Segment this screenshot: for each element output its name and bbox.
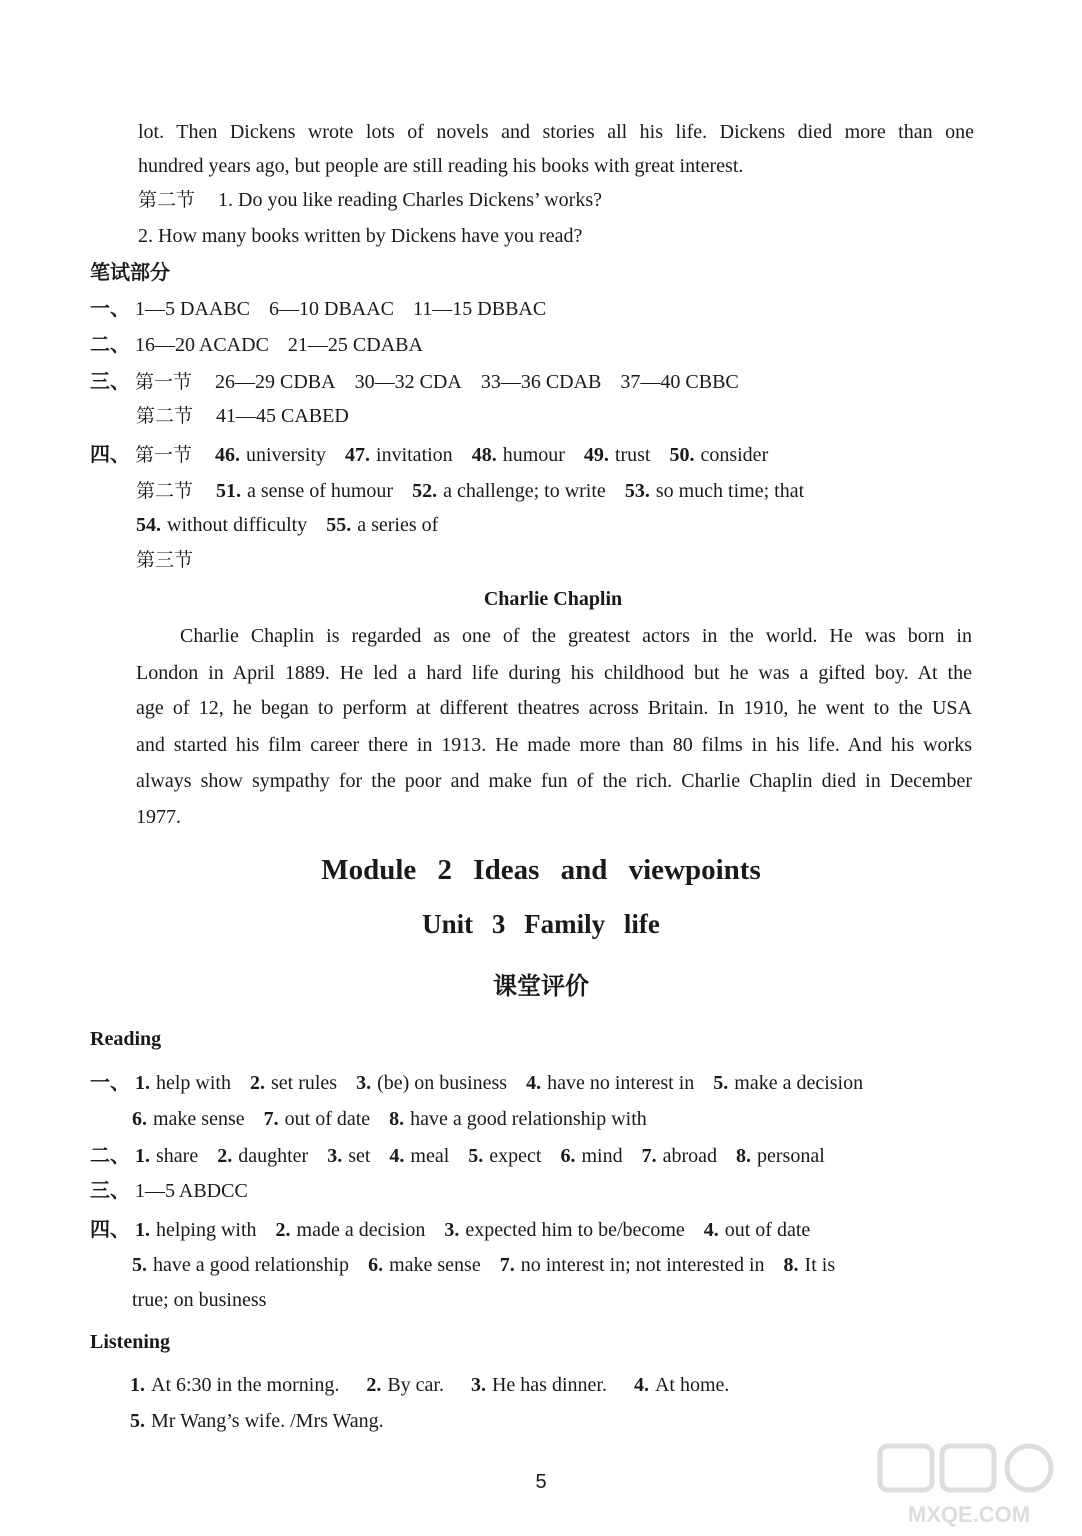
listening-line-2 — [130, 1407, 384, 1435]
item-number: 3. — [444, 1219, 460, 1241]
item-answer: make sense — [389, 1254, 481, 1276]
item-number: 1. — [130, 1374, 145, 1396]
item-number: 54. — [136, 514, 161, 536]
written-part-4-section-2-cont — [136, 511, 438, 539]
item-number: 2. — [366, 1374, 382, 1396]
part-label: 二、 — [90, 332, 130, 356]
item-number: 6. — [132, 1108, 147, 1130]
item-number: 2. — [250, 1072, 265, 1094]
part-label: 一、 — [90, 296, 130, 320]
reading-part-4-line-2 — [132, 1251, 835, 1279]
written-part-2 — [90, 330, 423, 359]
reading-part-4-line-3: true; on business — [132, 1289, 267, 1311]
essay-line-3: age of 12, he began to perform at different theatres across Britain. In 1910, he went to the USA — [136, 697, 972, 719]
written-part-1 — [90, 294, 546, 323]
reading-part-2 — [90, 1141, 825, 1170]
item-answer: By car. — [387, 1374, 444, 1396]
watermark-graphic — [874, 1440, 1064, 1530]
item-number: 1. — [135, 1072, 150, 1094]
item-answer: expected him to be/become — [465, 1219, 685, 1241]
item-answer: help with — [156, 1072, 231, 1094]
item-number: 52. — [412, 480, 438, 502]
item-answer: university — [246, 444, 327, 466]
item-number: 8. — [783, 1254, 799, 1276]
item-number: 4. — [526, 1072, 542, 1094]
written-part-3-section-2 — [136, 402, 349, 430]
item-answer: so much time; that — [655, 480, 805, 502]
item-answer: make sense — [153, 1108, 245, 1130]
item-answer: trust — [614, 444, 651, 466]
essay-line-6: 1977. — [136, 806, 181, 828]
item-number: 47. — [345, 444, 371, 466]
reading-heading: Reading — [90, 1028, 162, 1050]
item-answer: At home. — [654, 1374, 730, 1396]
item-number: 50. — [669, 444, 695, 466]
listening-line-1 — [130, 1371, 729, 1399]
item-answer: out of date — [724, 1219, 811, 1241]
item-number: 7. — [263, 1108, 279, 1130]
item-answer: consider — [700, 444, 769, 466]
item-number: 3. — [356, 1072, 372, 1094]
reading-part-4-line-1 — [90, 1215, 810, 1244]
section-label-3: 第三节 — [136, 549, 194, 571]
reading-part-1-line-2 — [132, 1105, 647, 1133]
item-answer: It is — [804, 1254, 836, 1276]
item-answer: helping with — [156, 1219, 257, 1241]
answer-group: 16—20 ACADC — [135, 334, 269, 356]
item-number: 4. — [389, 1145, 405, 1167]
item-number: 2. — [275, 1219, 291, 1241]
item-number: 6. — [368, 1254, 384, 1276]
essay-line-2: London in April 1889. He led a hard life during his childhood but he was a gifted boy. At the — [136, 662, 972, 684]
item-answer: out of date — [284, 1108, 371, 1130]
item-answer: set — [348, 1145, 371, 1167]
item-answer: have no interest in — [547, 1072, 695, 1094]
item-number: 5. — [132, 1254, 147, 1276]
listening-paragraph-line-2: hundred years ago, but people are still reading his books with great interest. — [138, 155, 744, 177]
item-number: 46. — [215, 444, 241, 466]
watermark-logo — [874, 1440, 1064, 1530]
item-answer: a sense of humour — [247, 480, 394, 502]
item-number: 5. — [713, 1072, 729, 1094]
section-label: 第二节 — [136, 405, 194, 427]
answer-group: 1—5 DAABC — [135, 298, 251, 320]
item-answer: abroad — [662, 1145, 718, 1167]
item-answer: make a decision — [734, 1072, 864, 1094]
item-number: 2. — [217, 1145, 233, 1167]
item-number: 5. — [468, 1145, 484, 1167]
item-number: 7. — [641, 1145, 657, 1167]
answer-group: 30—32 CDA — [354, 371, 462, 393]
item-answer: meal — [410, 1145, 450, 1167]
essay-line-5: always show sympathy for the poor and make fun of the rich. Charlie Chaplin died in December — [136, 770, 972, 792]
section-label: 第一节 — [135, 371, 193, 393]
item-number: 8. — [389, 1108, 405, 1130]
item-number: 4. — [703, 1219, 719, 1241]
written-part-3-section-1 — [90, 367, 739, 396]
item-answer: a challenge; to write — [443, 480, 606, 502]
answer-group: 1—5 ABDCC — [135, 1180, 248, 1202]
answer-group: 26—29 CDBA — [215, 371, 336, 393]
page-number: 5 — [535, 1471, 547, 1493]
item-answer: expect — [489, 1145, 542, 1167]
item-answer: share — [156, 1145, 199, 1167]
reading-part-1-line-1 — [90, 1068, 863, 1097]
item-answer: humour — [502, 444, 565, 466]
item-number: 1. — [135, 1145, 150, 1167]
part-label: 三、 — [90, 369, 130, 393]
listening-question-1-line — [138, 186, 602, 214]
item-answer: invitation — [376, 444, 453, 466]
section-label: 第二节 — [136, 480, 194, 502]
item-number: 3. — [470, 1374, 486, 1396]
item-answer: daughter — [238, 1145, 309, 1167]
item-answer: have a good relationship — [153, 1254, 350, 1276]
item-number: 53. — [624, 480, 650, 502]
item-answer: personal — [757, 1145, 825, 1167]
question-text: 1. Do you like reading Charles Dickens’ works? — [218, 189, 602, 211]
item-number: 1. — [135, 1219, 150, 1241]
essay-title: Charlie Chaplin — [483, 588, 623, 610]
item-number: 48. — [471, 444, 497, 466]
essay-line-1: Charlie Chaplin is regarded as one of the greatest actors in the world. He was born in — [180, 625, 972, 647]
answer-group: 33—36 CDAB — [480, 371, 602, 393]
item-number: 49. — [583, 444, 609, 466]
part-label: 二、 — [90, 1143, 130, 1167]
item-number: 51. — [216, 480, 242, 502]
answer-group: 11—15 DBBAC — [413, 298, 547, 320]
item-answer: Mr Wang’s wife. /Mrs Wang. — [151, 1410, 384, 1432]
reading-part-3 — [90, 1176, 248, 1205]
part-label: 四、 — [90, 442, 130, 466]
listening-heading: Listening — [90, 1331, 171, 1353]
written-part-4-section-2 — [136, 477, 804, 505]
item-answer: made a decision — [296, 1219, 426, 1241]
answer-group: 6—10 DBAAC — [269, 298, 395, 320]
written-part-4-section-1 — [90, 440, 768, 469]
written-heading: 笔试部分 — [90, 260, 170, 284]
module-title: Module 2 Ideas and viewpoints — [321, 854, 761, 886]
item-number: 4. — [633, 1374, 649, 1396]
item-number: 7. — [499, 1254, 515, 1276]
item-answer: set rules — [271, 1072, 338, 1094]
listening-paragraph-line-1: lot. Then Dickens wrote lots of novels and stories all his life. Dickens died more than one — [138, 121, 974, 143]
answer-group: 41—45 CABED — [216, 405, 349, 427]
listening-question-2-line: 2. How many books written by Dickens have you read? — [138, 225, 583, 247]
item-answer: have a good relationship with — [410, 1108, 647, 1130]
item-number: 3. — [327, 1145, 343, 1167]
item-number: 5. — [130, 1410, 145, 1432]
item-answer: (be) on business — [377, 1072, 508, 1094]
item-number: 8. — [736, 1145, 752, 1167]
watermark-text: MXQE.COM — [907, 1502, 1031, 1527]
item-number: 6. — [560, 1145, 576, 1167]
essay-line-4: and started his film career there in 1913. He made more than 80 films in his life. And his works — [136, 734, 972, 756]
item-answer: At 6:30 in the morning. — [151, 1374, 340, 1396]
item-answer: without difficulty — [167, 514, 308, 536]
answer-group: 21—25 CDABA — [287, 334, 423, 356]
item-answer: no interest in; not interested in — [520, 1254, 765, 1276]
unit-title: Unit 3 Family life — [422, 909, 660, 939]
item-answer: mind — [581, 1145, 623, 1167]
answer-group: 37—40 CBBC — [620, 371, 739, 393]
part-label: 一、 — [90, 1070, 130, 1094]
part-label: 三、 — [90, 1178, 130, 1202]
item-number: 55. — [326, 514, 352, 536]
class-evaluation-title: 课堂评价 — [493, 972, 589, 1000]
item-answer: He has dinner. — [491, 1374, 607, 1396]
section-label: 第一节 — [135, 444, 193, 466]
item-answer: a series of — [357, 514, 439, 536]
part-label: 四、 — [90, 1217, 130, 1241]
section-label: 第二节 — [138, 189, 196, 211]
